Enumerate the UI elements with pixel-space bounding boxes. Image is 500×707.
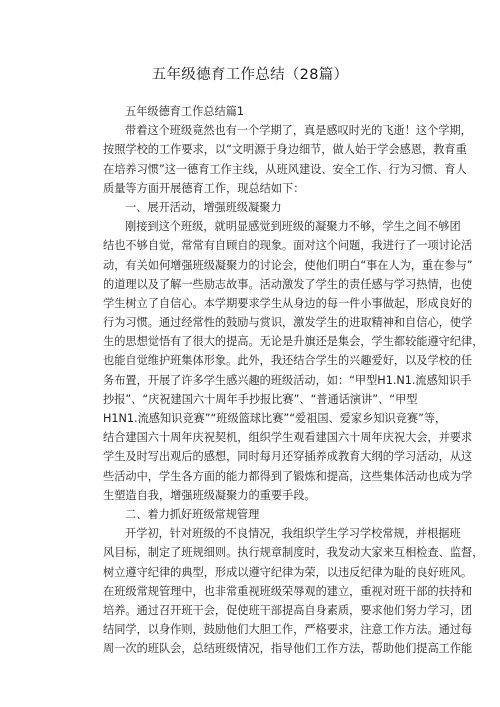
text-line: 的道理以及了解一些励志故事。活动激发了学生的责任感与学习热情，也使 (103, 277, 473, 291)
text-line: 生的思想觉悟有了很大的提高。无论是升旗还是集会，学生都较能遵守纪律， (103, 335, 484, 349)
text-line: 结也不够自觉，常常有自顾自的现象。面对这个问题，我进行了一项讨论活 (103, 239, 473, 253)
text-line: 在班级常规管理中，也非常重视班级荣辱观的建立，重视对班干部的扶持和 (103, 584, 473, 598)
text-line: H1N1.流感知识竞赛”“班级篮球比赛”“爱祖国、爱家乡知识竞赛”等， (103, 412, 447, 425)
text-line: 开学初，针对班级的不良情况，我组织学生学习学校常规，并根据班 (125, 527, 461, 541)
text-line: 按照学校的工作要求，以“文明源于身边细节，做人始于学会感恩，教育重 (103, 143, 467, 157)
text-line: 务布置，开展了许多学生感兴趣的班级活动，如：“甲型H1.N1.流感知识手 (103, 373, 472, 387)
document-title: 五年级德育工作总结（28篇） (151, 67, 349, 83)
text-line: 带着这个班级竟然也有一个学期了，真是感叹时光的飞逝！这个学期， (125, 124, 472, 138)
text-line: 也能自觉维护班集体形象。此外，我还结合学生的兴趣爱好，以及学校的任 (103, 354, 473, 368)
text-line: 风目标，制定了班规细则。执行规章制度时，我发动大家来互相检查、监督， (103, 546, 484, 560)
section-heading: 五年级德育工作总结篇1 (125, 105, 244, 118)
subsection-heading: 一、展开活动，增强班级凝聚力 (125, 200, 282, 214)
text-line: 结合建国六十周年庆祝契机，组织学生观看建国六十周年庆祝大会，并要求 (103, 431, 473, 445)
text-line: 树立遵守纪律的典型，形成以遵守纪律为荣，以违反纪律为耻的良好班风。 (103, 565, 473, 579)
text-line: 在培养习惯”这一德育工作主线，从班风建设、安全工作、行为习惯、育人 (103, 162, 467, 176)
subsection-heading: 二、着力抓好班级常规管理 (125, 507, 260, 521)
text-line: 动，有关如何增强班级凝聚力的讨论会，使他们明白“事在人为，重在参与” (103, 258, 473, 272)
text-line: 行为习惯。通过经常性的鼓励与赏识，激发学生的进取精神和自信心，使学 (103, 316, 473, 330)
text-line: 结同学，以身作则，鼓励他们大胆工作，严格要求，注意工作方法。通过每 (103, 623, 473, 637)
text-line: 学生及时写出观后的感想，同时每月还穿插养成教育大纲的学习活动，从这 (103, 450, 473, 464)
text-line: 些活动中，学生各方面的能力都得到了锻炼和提高，这些集体活动也成为学 (103, 469, 473, 483)
text-line: 质量等方面开展德育工作，现总结如下： (103, 181, 305, 195)
text-line: 抄报”、“庆祝建国六十周年手抄报比赛”、“普通话演讲”、“甲型 (103, 392, 418, 406)
text-line: 刚接到这个班级，就明显感觉到班级的凝聚力不够，学生之间不够团 (125, 220, 461, 234)
text-line: 学生树立了自信心。本学期要求学生从身边的每一件小事做起，形成良好的 (103, 296, 473, 310)
text-line: 培养。通过召开班干会，促使班干部提高自身素质，要求他们努力学习，团 (103, 603, 473, 617)
text-line: 周一次的班队会，总结班级情况，指导他们工作方法，帮助他们提高工作能 (103, 642, 473, 656)
document-body (103, 102, 484, 658)
text-line: 生塑造自我，增强班级凝聚力的重要手段。 (103, 488, 316, 502)
